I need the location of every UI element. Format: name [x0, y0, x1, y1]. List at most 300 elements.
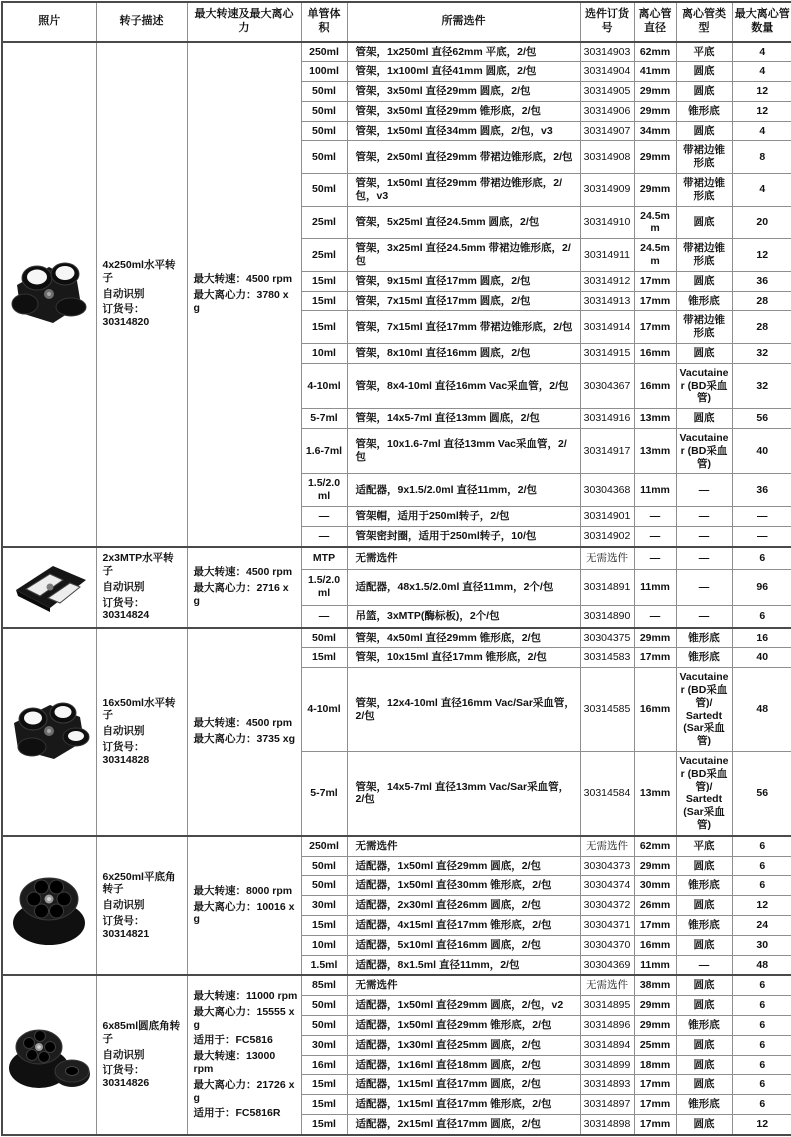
table-body	[2, 42, 791, 1135]
diameter-cell: 34mm	[634, 121, 676, 141]
diameter-cell: 11mm	[634, 955, 676, 975]
diameter-cell: 38mm	[634, 975, 676, 995]
volume-cell: 4-10ml	[301, 363, 347, 408]
order-number-cell: 30304367	[580, 363, 634, 408]
quantity-cell: 6	[732, 1095, 791, 1115]
volume-cell: 5-7ml	[301, 751, 347, 835]
order-number-cell: 30314906	[580, 101, 634, 121]
tube-type-cell: 锥形底	[676, 291, 732, 311]
quantity-cell: 96	[732, 569, 791, 605]
tube-type-cell: Vacutainer (BD采血管)/ Sartedt (Sar采血管)	[676, 668, 732, 752]
volume-cell: 15ml	[301, 311, 347, 344]
volume-cell: 16ml	[301, 1055, 347, 1075]
quantity-cell: 32	[732, 363, 791, 408]
tube-type-cell: 圆底	[676, 935, 732, 955]
quantity-cell: 8	[732, 141, 791, 174]
volume-cell: 30ml	[301, 1035, 347, 1055]
quantity-cell: 36	[732, 474, 791, 507]
tube-type-cell: Vacutainer (BD采血管)	[676, 363, 732, 408]
quantity-cell: 4	[732, 174, 791, 207]
order-number-cell: 30314914	[580, 311, 634, 344]
rotor-description-line: 订货号：30314826	[102, 1064, 150, 1090]
option-cell: 适配器，4x15ml 直径17mm 锥形底，2/包	[347, 915, 580, 935]
tube-type-cell: 圆底	[676, 1035, 732, 1055]
option-cell: 管架，14x5-7ml 直径13mm Vac/Sar采血管，2/包	[347, 751, 580, 835]
quantity-cell: 20	[732, 206, 791, 239]
order-number-cell: 30314917	[580, 429, 634, 474]
quantity-cell: 36	[732, 271, 791, 291]
diameter-cell: 13mm	[634, 429, 676, 474]
header-tube-type: 离心管类型	[676, 2, 732, 42]
diameter-cell: 29mm	[634, 174, 676, 207]
order-number-cell: 30314908	[580, 141, 634, 174]
diameter-cell: 62mm	[634, 42, 676, 62]
option-cell: 管架，1x50ml 直径29mm 带裙边锥形底，2/包，v3	[347, 174, 580, 207]
order-number-cell: 30314894	[580, 1035, 634, 1055]
tube-type-cell: 平底	[676, 42, 732, 62]
volume-cell: 1.5/2.0ml	[301, 569, 347, 605]
option-cell: 无需选件	[347, 975, 580, 995]
diameter-cell: 25mm	[634, 1035, 676, 1055]
rotor-description-cell	[96, 628, 187, 836]
quantity-cell: 6	[732, 975, 791, 995]
order-number-cell: 30304374	[580, 876, 634, 896]
option-cell: 管架，7x15ml 直径17mm 圆底，2/包	[347, 291, 580, 311]
photo-cell	[2, 628, 96, 836]
tube-type-cell: —	[676, 547, 732, 569]
rotor-description-cell	[96, 42, 187, 547]
quantity-cell: —	[732, 507, 791, 527]
spec-line: 最大离心力：10016 x g	[193, 900, 295, 926]
volume-cell: 50ml	[301, 628, 347, 648]
option-cell: 管架，1x250ml 直径62mm 平底，2/包	[347, 42, 580, 62]
diameter-cell: 29mm	[634, 856, 676, 876]
option-cell: 适配器，48x1.5/2.0ml 直径11mm，2个/包	[347, 569, 580, 605]
order-number-cell: 30314583	[580, 648, 634, 668]
option-cell: 适配器，2x30ml 直径26mm 圆底，2/包	[347, 896, 580, 916]
diameter-cell: 26mm	[634, 896, 676, 916]
quantity-cell: 6	[732, 1035, 791, 1055]
tube-type-cell: 圆底	[676, 62, 732, 82]
rotor-description-line: 订货号：30314821	[102, 914, 150, 940]
tube-type-cell: —	[676, 507, 732, 527]
tube-type-cell: 圆底	[676, 896, 732, 916]
diameter-cell: 29mm	[634, 1015, 676, 1035]
option-cell: 管架，3x50ml 直径29mm 锥形底，2/包	[347, 101, 580, 121]
table-row	[2, 975, 791, 995]
order-number-cell: 30314910	[580, 206, 634, 239]
order-number-cell: 30314912	[580, 271, 634, 291]
option-cell: 适配器，1x50ml 直径29mm 圆底，2/包，v2	[347, 996, 580, 1016]
max-speed-force-cell	[187, 836, 301, 976]
diameter-cell: 16mm	[634, 935, 676, 955]
option-cell: 适配器，1x50ml 直径29mm 锥形底，2/包	[347, 1015, 580, 1035]
volume-cell: 10ml	[301, 344, 347, 364]
diameter-cell: 17mm	[634, 271, 676, 291]
order-number-cell: 30304372	[580, 896, 634, 916]
tube-type-cell: 带裙边锥形底	[676, 239, 732, 272]
volume-cell: 15ml	[301, 648, 347, 668]
header-tube-volume: 单管体积	[301, 2, 347, 42]
order-number-cell: 30314902	[580, 526, 634, 546]
table-row	[2, 628, 791, 648]
volume-cell: 15ml	[301, 291, 347, 311]
option-cell: 适配器，1x30ml 直径25mm 圆底，2/包	[347, 1035, 580, 1055]
diameter-cell: 18mm	[634, 1055, 676, 1075]
option-cell: 管架，14x5-7ml 直径13mm 圆底，2/包	[347, 409, 580, 429]
volume-cell: 15ml	[301, 915, 347, 935]
order-number-cell: 无需选件	[580, 547, 634, 569]
order-number-cell: 30304368	[580, 474, 634, 507]
order-number-cell: 30304370	[580, 935, 634, 955]
volume-cell: 30ml	[301, 896, 347, 916]
order-number-cell: 30314897	[580, 1095, 634, 1115]
diameter-cell: 16mm	[634, 344, 676, 364]
order-number-cell: 30304373	[580, 856, 634, 876]
spec-line: 最大转速：4500 rpm	[193, 273, 293, 286]
volume-cell: 25ml	[301, 239, 347, 272]
rotor-description-line: 自动识别	[102, 287, 145, 300]
quantity-cell: 30	[732, 935, 791, 955]
option-cell: 管架，4x50ml 直径29mm 锥形底，2/包	[347, 628, 580, 648]
volume-cell: 50ml	[301, 174, 347, 207]
option-cell: 无需选件	[347, 547, 580, 569]
volume-cell: —	[301, 526, 347, 546]
option-cell: 适配器，1x15ml 直径17mm 锥形底，2/包	[347, 1095, 580, 1115]
spec-line: 最大转速：4500 rpm	[193, 566, 293, 579]
max-speed-force-cell	[187, 547, 301, 628]
header-photo: 照片	[2, 2, 96, 42]
quantity-cell: 24	[732, 915, 791, 935]
spec-line: 最大转速：4500 rpm	[193, 717, 293, 730]
quantity-cell: 6	[732, 547, 791, 569]
tube-type-cell: —	[676, 526, 732, 546]
diameter-cell: 29mm	[634, 628, 676, 648]
tube-type-cell: 带裙边锥形底	[676, 174, 732, 207]
rotor-description-line: 6x250ml平底角转子	[102, 870, 176, 896]
photo-cell	[2, 975, 96, 1134]
quantity-cell: 48	[732, 668, 791, 752]
option-cell: 管架密封圈，适用于250ml转子，10/包	[347, 526, 580, 546]
volume-cell: —	[301, 605, 347, 627]
tube-type-cell: 带裙边锥形底	[676, 141, 732, 174]
order-number-cell: 30314895	[580, 996, 634, 1016]
rotor-description-line: 自动识别	[102, 580, 145, 593]
quantity-cell: 28	[732, 291, 791, 311]
diameter-cell: 17mm	[634, 311, 676, 344]
spec-line: 最大转速：8000 rpm	[193, 884, 293, 897]
header-max-speed-force: 最大转速及最大离心力	[187, 2, 301, 42]
diameter-cell: 11mm	[634, 569, 676, 605]
diameter-cell: —	[634, 605, 676, 627]
volume-cell: 250ml	[301, 42, 347, 62]
quantity-cell: 16	[732, 628, 791, 648]
order-number-cell: 30314898	[580, 1114, 634, 1134]
volume-cell: 25ml	[301, 206, 347, 239]
tube-type-cell: 圆底	[676, 409, 732, 429]
order-number-cell: 30314893	[580, 1075, 634, 1095]
quantity-cell: 6	[732, 1055, 791, 1075]
tube-type-cell: 锥形底	[676, 1095, 732, 1115]
option-cell: 适配器，9x1.5/2.0ml 直径11mm，2/包	[347, 474, 580, 507]
tube-type-cell: 圆底	[676, 856, 732, 876]
rotor-description-line: 自动识别	[102, 1048, 145, 1061]
spec-line: 最大离心力：15555 x g	[193, 1005, 295, 1031]
tube-type-cell: 锥形底	[676, 876, 732, 896]
photo-cell	[2, 547, 96, 628]
volume-cell: 50ml	[301, 876, 347, 896]
diameter-cell: 29mm	[634, 101, 676, 121]
order-number-cell: 30314915	[580, 344, 634, 364]
diameter-cell: 13mm	[634, 751, 676, 835]
table-row	[2, 547, 791, 569]
option-cell: 管架，1x50ml 直径34mm 圆底，2/包，v3	[347, 121, 580, 141]
header-row	[2, 2, 791, 42]
diameter-cell: 17mm	[634, 1075, 676, 1095]
volume-cell: 1.5ml	[301, 955, 347, 975]
rotor-photo-6x250ml-angle	[9, 863, 89, 949]
order-number-cell: 30304371	[580, 915, 634, 935]
quantity-cell: 4	[732, 42, 791, 62]
volume-cell: 50ml	[301, 141, 347, 174]
option-cell: 适配器，1x50ml 直径29mm 圆底，2/包	[347, 856, 580, 876]
tube-type-cell: 锥形底	[676, 648, 732, 668]
diameter-cell: 30mm	[634, 876, 676, 896]
order-number-cell: 30314909	[580, 174, 634, 207]
volume-cell: 15ml	[301, 1075, 347, 1095]
diameter-cell: 17mm	[634, 648, 676, 668]
tube-type-cell: Vacutainer (BD采血管)	[676, 429, 732, 474]
order-number-cell: 30304375	[580, 628, 634, 648]
header-rotor-description: 转子描述	[96, 2, 187, 42]
order-number-cell: 无需选件	[580, 836, 634, 856]
rotor-photo-4x250ml-swing	[7, 257, 91, 331]
order-number-cell: 30314907	[580, 121, 634, 141]
order-number-cell: 30314890	[580, 605, 634, 627]
tube-type-cell: —	[676, 569, 732, 605]
volume-cell: 50ml	[301, 101, 347, 121]
spec-line: 最大转速：13000 rpm	[193, 1050, 276, 1075]
option-cell: 管架，3x50ml 直径29mm 圆底，2/包	[347, 82, 580, 102]
spec-line: 最大转速：11000 rpm	[193, 989, 298, 1002]
quantity-cell: 40	[732, 648, 791, 668]
diameter-cell: 11mm	[634, 474, 676, 507]
order-number-cell: 30314913	[580, 291, 634, 311]
order-number-cell: 30314896	[580, 1015, 634, 1035]
quantity-cell: 12	[732, 239, 791, 272]
tube-type-cell: —	[676, 474, 732, 507]
option-cell: 管架，7x15ml 直径17mm 带裙边锥形底，2/包	[347, 311, 580, 344]
volume-cell: —	[301, 507, 347, 527]
volume-cell: 10ml	[301, 935, 347, 955]
rotor-description-line: 订货号：30314824	[102, 596, 150, 622]
diameter-cell: 16mm	[634, 363, 676, 408]
quantity-cell: 6	[732, 1015, 791, 1035]
option-cell: 适配器，8x1.5ml 直径11mm，2/包	[347, 955, 580, 975]
rotor-photo-16x50ml-swing	[6, 697, 92, 767]
spec-line: 适用于：FC5816	[193, 1034, 273, 1047]
tube-type-cell: 锥形底	[676, 915, 732, 935]
tube-type-cell: 圆底	[676, 121, 732, 141]
max-speed-force-cell	[187, 42, 301, 547]
photo-cell	[2, 42, 96, 547]
diameter-cell: 29mm	[634, 996, 676, 1016]
volume-cell: 15ml	[301, 1095, 347, 1115]
diameter-cell: 24.5mm	[634, 206, 676, 239]
order-number-cell: 30314899	[580, 1055, 634, 1075]
rotor-description-line: 订货号：30314820	[102, 303, 150, 329]
order-number-cell: 30304369	[580, 955, 634, 975]
option-cell: 管架，8x10ml 直径16mm 圆底，2/包	[347, 344, 580, 364]
rotor-description-cell	[96, 547, 187, 628]
volume-cell: 15ml	[301, 271, 347, 291]
rotor-description-line: 自动识别	[102, 725, 145, 738]
spec-line: 最大离心力：21726 x g	[193, 1078, 295, 1104]
diameter-cell: 17mm	[634, 291, 676, 311]
quantity-cell: 4	[732, 62, 791, 82]
spec-line: 最大离心力：2716 x g	[193, 582, 289, 607]
diameter-cell: 29mm	[634, 82, 676, 102]
rotor-description-line: 2x3MTP水平转子	[102, 552, 174, 577]
tube-type-cell: 圆底	[676, 975, 732, 995]
tube-type-cell: 圆底	[676, 206, 732, 239]
tube-type-cell: 锥形底	[676, 628, 732, 648]
quantity-cell: 6	[732, 605, 791, 627]
diameter-cell: 41mm	[634, 62, 676, 82]
diameter-cell: —	[634, 507, 676, 527]
diameter-cell: —	[634, 526, 676, 546]
header-required-options: 所需选件	[347, 2, 580, 42]
tube-type-cell: —	[676, 955, 732, 975]
option-cell: 适配器，1x50ml 直径30mm 锥形底，2/包	[347, 876, 580, 896]
tube-type-cell: Vacutainer (BD采血管)/ Sartedt (Sar采血管)	[676, 751, 732, 835]
diameter-cell: 17mm	[634, 1095, 676, 1115]
order-number-cell: 30314911	[580, 239, 634, 272]
quantity-cell: —	[732, 526, 791, 546]
volume-cell: 1.5/2.0ml	[301, 474, 347, 507]
spec-line: 适用于：FC5816R	[193, 1107, 281, 1120]
table-row	[2, 836, 791, 856]
order-number-cell: 30314903	[580, 42, 634, 62]
tube-type-cell: 圆底	[676, 344, 732, 364]
tube-type-cell: —	[676, 605, 732, 627]
tube-type-cell: 圆底	[676, 1114, 732, 1134]
volume-cell: 5-7ml	[301, 409, 347, 429]
option-cell: 管架，10x15ml 直径17mm 锥形底，2/包	[347, 648, 580, 668]
rotor-description-line: 订货号：30314828	[102, 741, 150, 766]
quantity-cell: 56	[732, 409, 791, 429]
rotor-description-line: 6x85ml圆底角转子	[102, 1020, 181, 1045]
tube-type-cell: 圆底	[676, 271, 732, 291]
order-number-cell: 无需选件	[580, 975, 634, 995]
rotor-photo-2x3mtp	[8, 560, 90, 614]
volume-cell: 85ml	[301, 975, 347, 995]
diameter-cell: 62mm	[634, 836, 676, 856]
option-cell: 适配器，1x16ml 直径18mm 圆底，2/包	[347, 1055, 580, 1075]
diameter-cell: 29mm	[634, 141, 676, 174]
option-cell: 管架，10x1.6-7ml 直径13mm Vac采血管，2/包	[347, 429, 580, 474]
header-order-number: 选件订货号	[580, 2, 634, 42]
tube-type-cell: 圆底	[676, 996, 732, 1016]
option-cell: 管架，2x50ml 直径29mm 带裙边锥形底，2/包	[347, 141, 580, 174]
rotor-description-cell	[96, 836, 187, 976]
order-number-cell: 30314901	[580, 507, 634, 527]
volume-cell: 4-10ml	[301, 668, 347, 752]
rotor-description-cell	[96, 975, 187, 1134]
max-speed-force-cell	[187, 628, 301, 836]
table-row	[2, 42, 791, 62]
rotor-options-table	[1, 1, 791, 1136]
volume-cell: 15ml	[301, 1114, 347, 1134]
volume-cell: 50ml	[301, 856, 347, 876]
option-cell: 适配器，1x15ml 直径17mm 圆底，2/包	[347, 1075, 580, 1095]
option-cell: 无需选件	[347, 836, 580, 856]
order-number-cell: 30314904	[580, 62, 634, 82]
diameter-cell: 24.5mm	[634, 239, 676, 272]
tube-type-cell: 锥形底	[676, 1015, 732, 1035]
volume-cell: 50ml	[301, 1015, 347, 1035]
photo-cell	[2, 836, 96, 976]
volume-cell: 50ml	[301, 82, 347, 102]
order-number-cell: 30314916	[580, 409, 634, 429]
volume-cell: 250ml	[301, 836, 347, 856]
option-cell: 管架，5x25ml 直径24.5mm 圆底，2/包	[347, 206, 580, 239]
quantity-cell: 56	[732, 751, 791, 835]
rotor-description-line: 自动识别	[102, 899, 145, 912]
rotor-photo-6x85ml-angle	[6, 1016, 92, 1094]
tube-type-cell: 圆底	[676, 82, 732, 102]
option-cell: 管架，3x25ml 直径24.5mm 带裙边锥形底，2/包	[347, 239, 580, 272]
option-cell: 管架，9x15ml 直径17mm 圆底，2/包	[347, 271, 580, 291]
diameter-cell: 13mm	[634, 409, 676, 429]
rotor-description-line: 4x250ml水平转子	[102, 259, 176, 284]
order-number-cell: 30314584	[580, 751, 634, 835]
option-cell: 适配器，5x10ml 直径16mm 圆底，2/包	[347, 935, 580, 955]
quantity-cell: 12	[732, 896, 791, 916]
option-cell: 管架帽，适用于250ml转子，2/包	[347, 507, 580, 527]
spec-line: 最大离心力：3780 x g	[193, 289, 289, 314]
tube-type-cell: 带裙边锥形底	[676, 311, 732, 344]
tube-type-cell: 圆底	[676, 1075, 732, 1095]
volume-cell: 100ml	[301, 62, 347, 82]
quantity-cell: 12	[732, 101, 791, 121]
tube-type-cell: 圆底	[676, 1055, 732, 1075]
option-cell: 管架，8x4-10ml 直径16mm Vac采血管，2/包	[347, 363, 580, 408]
header-max-tube-count: 最大离心管数量	[732, 2, 791, 42]
quantity-cell: 6	[732, 856, 791, 876]
quantity-cell: 6	[732, 876, 791, 896]
rotor-description-line: 16x50ml水平转子	[102, 696, 176, 722]
quantity-cell: 28	[732, 311, 791, 344]
order-number-cell: 30314891	[580, 569, 634, 605]
diameter-cell: 17mm	[634, 1114, 676, 1134]
quantity-cell: 48	[732, 955, 791, 975]
quantity-cell: 4	[732, 121, 791, 141]
quantity-cell: 40	[732, 429, 791, 474]
volume-cell: MTP	[301, 547, 347, 569]
spec-line: 最大离心力：3735 xg	[193, 733, 296, 746]
quantity-cell: 32	[732, 344, 791, 364]
header-tube-diameter: 离心管直径	[634, 2, 676, 42]
diameter-cell: 17mm	[634, 915, 676, 935]
tube-type-cell: 平底	[676, 836, 732, 856]
option-cell: 管架，12x4-10ml 直径16mm Vac/Sar采血管，2/包	[347, 668, 580, 752]
tube-type-cell: 锥形底	[676, 101, 732, 121]
quantity-cell: 6	[732, 996, 791, 1016]
order-number-cell: 30314585	[580, 668, 634, 752]
quantity-cell: 6	[732, 836, 791, 856]
volume-cell: 50ml	[301, 121, 347, 141]
